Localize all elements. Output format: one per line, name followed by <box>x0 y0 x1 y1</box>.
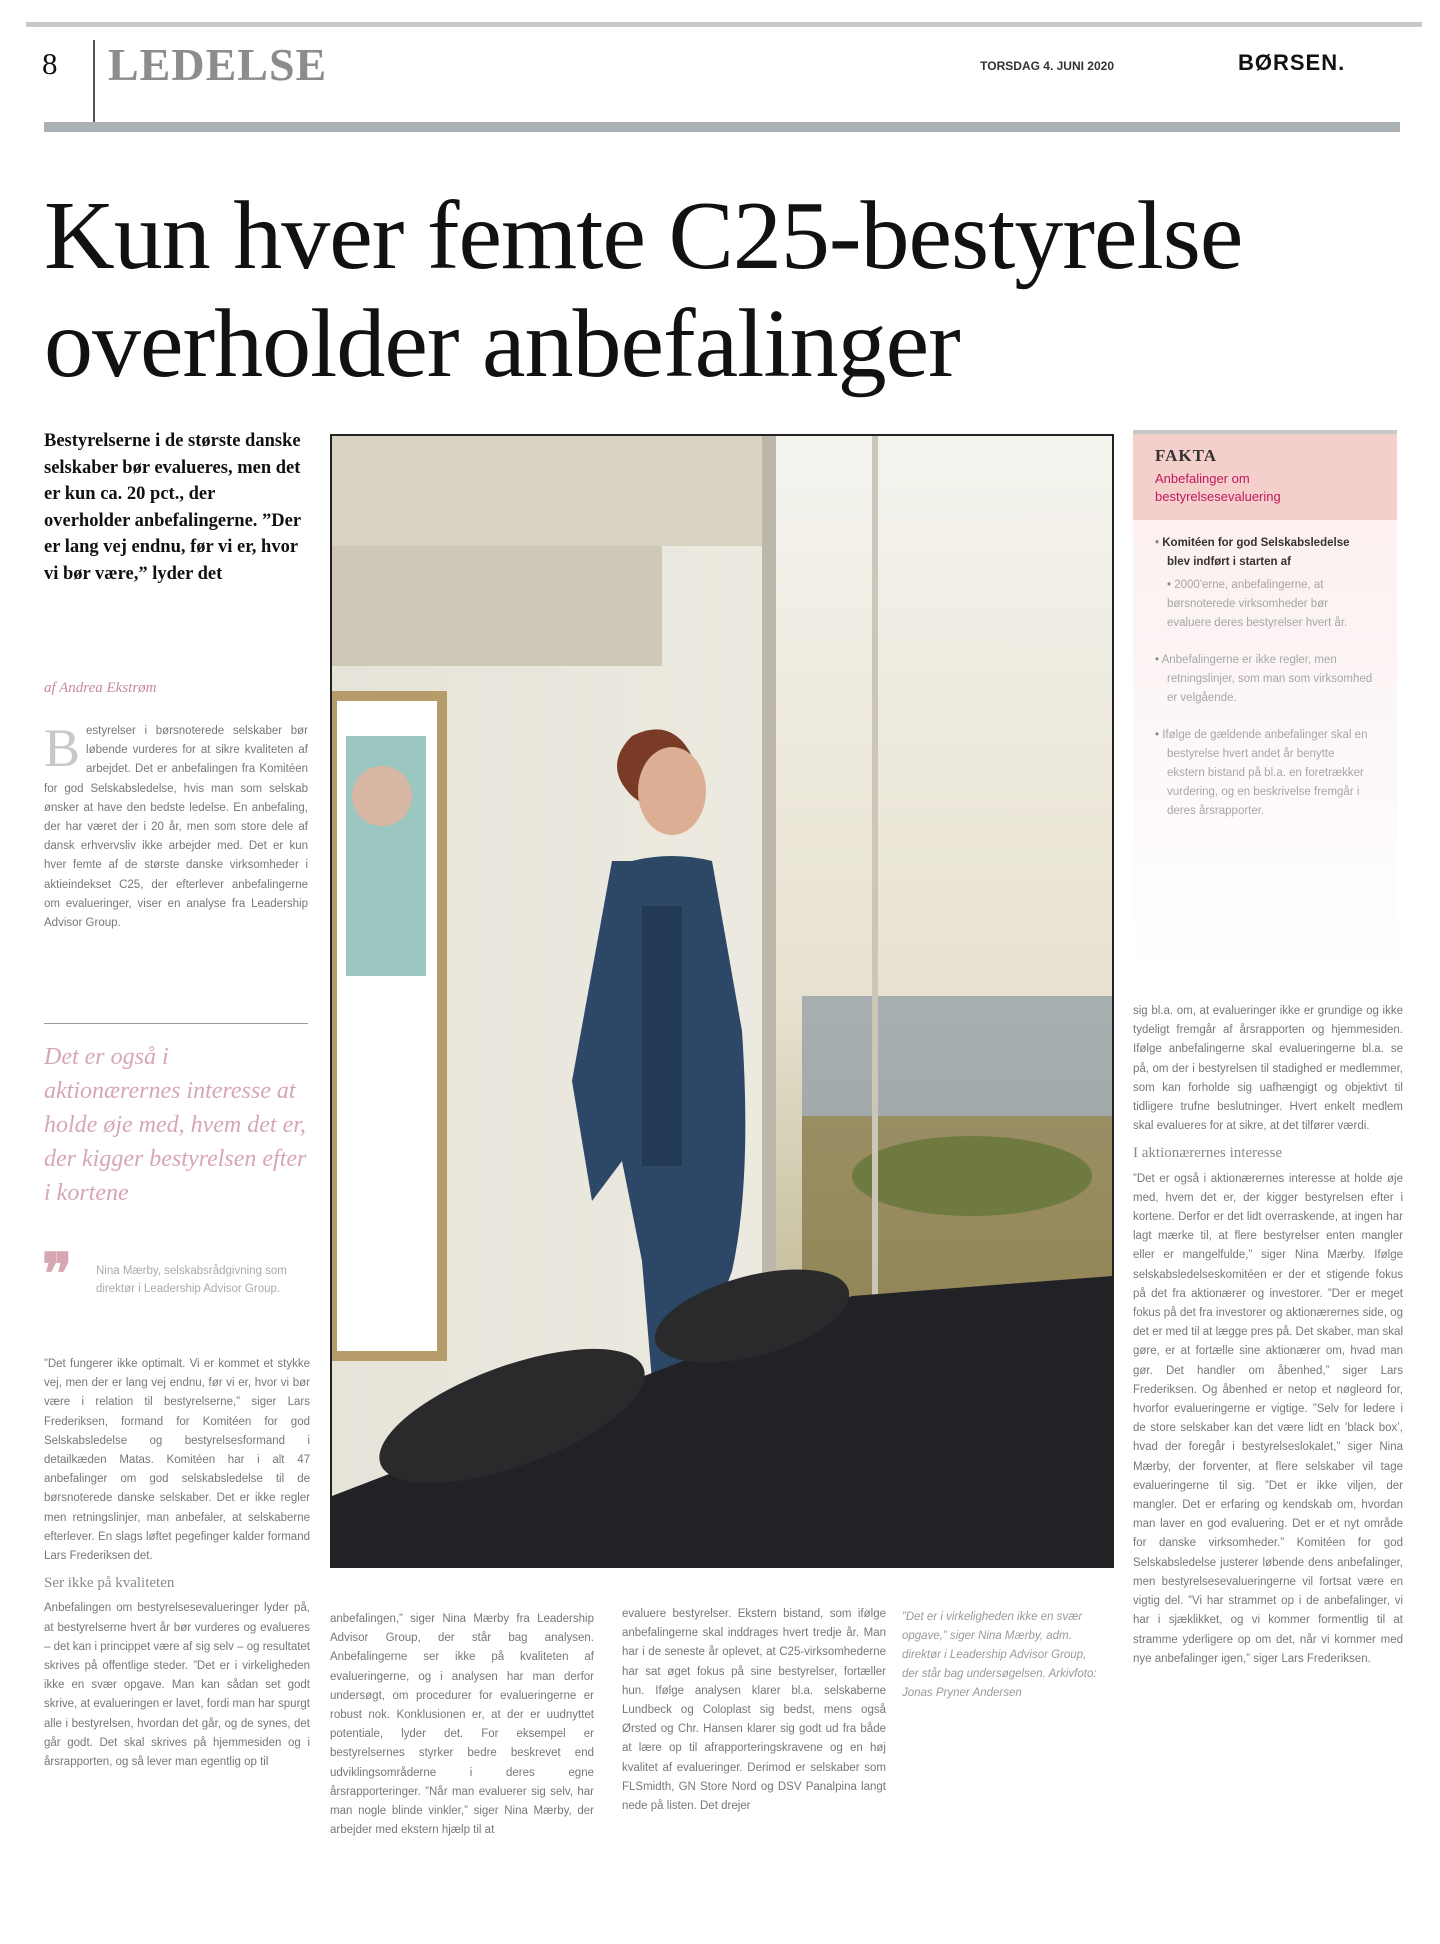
page-number: 8 <box>42 46 58 81</box>
column-text: sig bl.a. om, at evalueringer ikke er grundige og ikke tydeligt fremgår af årsrapporten og hjemmesiden. Ifølge anbefalingerne skal evalueringerne bl.a. se på, om der i bestyrelsen til stadighed er medlemmer, som kan forholde sig uafhængigt og objektivt til tidligere trufne beslutninger. Hvert enkelt medlem skal evalueres for at sikre, at det tilfører værdi. <box>1133 1005 1403 1133</box>
article-photo <box>330 434 1114 1568</box>
article-column-right <box>1133 1002 1403 1669</box>
quote-mark-icon: ❞ <box>42 1244 73 1306</box>
article-headline: Kun hver femte C25-bestyrelse overholder anbefalinger <box>44 182 1243 398</box>
top-border-line <box>26 22 1422 27</box>
column-divider <box>44 1023 308 1024</box>
photo-caption: ”Det er i virkeligheden ikke en svær opgave,” siger Nina Mærby, adm. direktør i Leadership Advisor Group, der står bag undersøgelsen. Arkivfoto: Jonas Pryner Andersen <box>902 1611 1097 1699</box>
fact-box-label: FAKTA <box>1155 446 1217 465</box>
article-byline: af Andrea Ekstrøm <box>44 680 157 696</box>
header-divider <box>93 40 95 124</box>
article-intro <box>44 718 308 933</box>
article-column-3: evaluere bestyrelser. Ekstern bistand, som ifølge anbefalingerne skal inddrages hvert tredje år. Man har i de seneste år oplevet, at C25-virksomhederne har sat øget fokus på sine bestyrelser, fortæller hun. Ifølge analysen klarer bl.a. selskaberne Lundbeck og Coloplast sig bedst, mens også Ørsted og Chr. Hansen klarer sig godt ud fra både at lære op til afrapporteringskravene og en høj kvalitet af evalueringer. Derimod er selskaber som FLSmidth, GN Store Nord og DSV Panalpina langt nede på listen. Det drejer <box>622 1608 886 1813</box>
fact-box-title: Anbefalinger om bestyrelsesevaluering <box>1155 471 1281 504</box>
subheading: I aktionærernes interesse <box>1133 1145 1283 1162</box>
masthead-logo: BØRSEN. <box>1238 50 1346 75</box>
intro-text: estyrelser i børsnoterede selskaber bør løbende vurderes for at sikre kvaliteten af arbejdet. Det er anbefalingen fra Komitéen for god Selskabsledelse, hvis man som selskab ønsker at have den bedste ledelse. En anbefaling, der har været der i 20 år, men som store dele af dansk erhvervsliv ikke arbejder med. Det er kun hver femte af de største danske virksomheder i aktieindekset C25, der efterlever anbefalingerne om evalueringer, viser en analyse fra Leadership Advisor Group. <box>44 725 308 930</box>
column-text: ”Det er også i aktionærernes interesse at holde øje med, hvem det er, der kigger bestyrelsen efter i kortene. Derfor er det lidt overraskende, at ingen har lagt mærke til, at flere bestyrelser enten mangler eller er mangelfulde,” siger Nina Mærby. Ifølge selskabsledelseskomitéen er der et stigende fokus på det fra aktionærer og investorer. ”Der er meget fokus på det fra investorer og aktionærernes side, og det er med til at lægge pres på. Det skaber, man skal gøre, er at fortælle sine aktionærer om, hvad man gør. Det handler om åbenhed,” siger Lars Frederiksen. Og åbenhed er netop et nøgleord for, hvorfor evalueringerne er vigtige. ”Selv for ledere i de store selskaber kan det være lidt en ’black box’, hvad der foregår i bestyrelseslokalet,” siger Nina Mærby, der forventer, at flere selskaber vil tage evalueringerne til sig. ”Det er ikke viljen, der mangler. Det er erfaring og kendskab om, hvordan man laver en god evaluering. Det er et nyt område for danske virksomheder.” Komitéen for god Selskabsledelse justerer løbende dens anbefalinger, men bestyrelsesevalueringerne vil fortsat være en vigtig del. ”Vi har strammet op i de anbefalinger, vi har i sjæklikket, og vi kommer formentlig til at stramme yderligere op om det, når vi kommer med nye anbefalinger igen,” siger Lars Frederiksen. <box>1133 1172 1403 1665</box>
section-title: LEDELSE <box>108 39 328 90</box>
article-column-2: anbefalingen,” siger Nina Mærby fra Leadership Advisor Group, der står bag analysen. Anbefalingerne ser ikke på kvaliteten af evalueringerne, og i analysen har man derfor undersøgt, om procedurer for evalueringerne er robust nok. Konklusionen er, at der er uudnyttet potentiale, lyder det. For eksempel er bestyrelsernes styrker bedre beskrevet end udviklingsområderne i deres egne årsrapporteringer. ”Når man evaluerer sig selv, har man nogle blinde vinkler,” siger Nina Mærby, der arbejder med ekstern hjælp til at <box>330 1613 594 1837</box>
fact-item: • Komitéen for god Selskabsledelse blev indført i starten af <box>1155 534 1375 572</box>
fact-item: • Anbefalingerne er ikke regler, men retningslinjer, som man som virksomhed er velgående. <box>1155 651 1375 708</box>
issue-date: TORSDAG 4. JUNI 2020 <box>980 59 1114 73</box>
drop-cap: B <box>44 718 81 778</box>
fact-box-list <box>1133 520 1397 821</box>
header-rule <box>44 122 1400 132</box>
pull-quote: Det er også i aktionærernes interesse at holde øje med, hvem det er, der kigger bestyrelsen efter i kortene <box>44 1044 307 1206</box>
fact-box <box>1133 430 1397 974</box>
quote-attribution: Nina Mærby, selskabsrådgivning som direktør i Leadership Advisor Group. <box>96 1265 287 1295</box>
fact-item: • 2000'erne, anbefalingerne, at børsnoterede virksomheder bør evaluere deres bestyrelser hvert år. <box>1155 576 1375 633</box>
article-lead: Bestyrelserne i de største danske selskaber bør evalueres, men det er kun ca. 20 pct., der overholder anbefalingerne. ”Der er lang vej endnu, før vi er, hvor vi bør være,” lyder det <box>44 431 301 584</box>
article-column-1 <box>44 1355 310 1772</box>
photo-illustration <box>332 436 1112 1566</box>
column-text: ”Det fungerer ikke optimalt. Vi er kommet et stykke vej, men der er lang vej endnu, før vi er, hvor vi bør være i relation til bestyrelserne,” siger Lars Frederiksen, formand for Komitéen for god Selskabsledelse og bestyrelsesformand i detailkæden Matas. Komitéen har i alt 47 anbefalinger om god selskabsledelse til de børsnoterede danske selskaber. Det er ikke regler men retningslinjer, man anbefaler, at selskaberne efterlever. En slags løftet pegefinger kalder formand Lars Frederiksen det. <box>44 1358 310 1563</box>
column-text: Anbefalingen om bestyrelsesevalueringer lyder på, at bestyrelserne hvert år bør vurderes og evalueres – det kan i princippet være af sig selv – og resultatet skrives på offentlige steder. ”Det er i virkeligheden ikke en svær opgave. Man kan sådan set godt skrive, at evalueringen er lavet, fordi man har spurgt alle i bestyrelsen, hvordan det går, og de synes, det går godt. Det skal skrives på hjemmesiden og i årsrapporten, og så lever man egentlig op til <box>44 1602 310 1769</box>
fact-item: • Ifølge de gældende anbefalinger skal en bestyrelse hvert andet år benytte ekstern bistand på bl.a. en foretrækker vurdering, og en beskrivelse fremgår i deres årsrapporter. <box>1155 726 1375 821</box>
fact-box-header <box>1133 434 1397 520</box>
subheading: Ser ikke på kvaliteten <box>44 1575 175 1592</box>
